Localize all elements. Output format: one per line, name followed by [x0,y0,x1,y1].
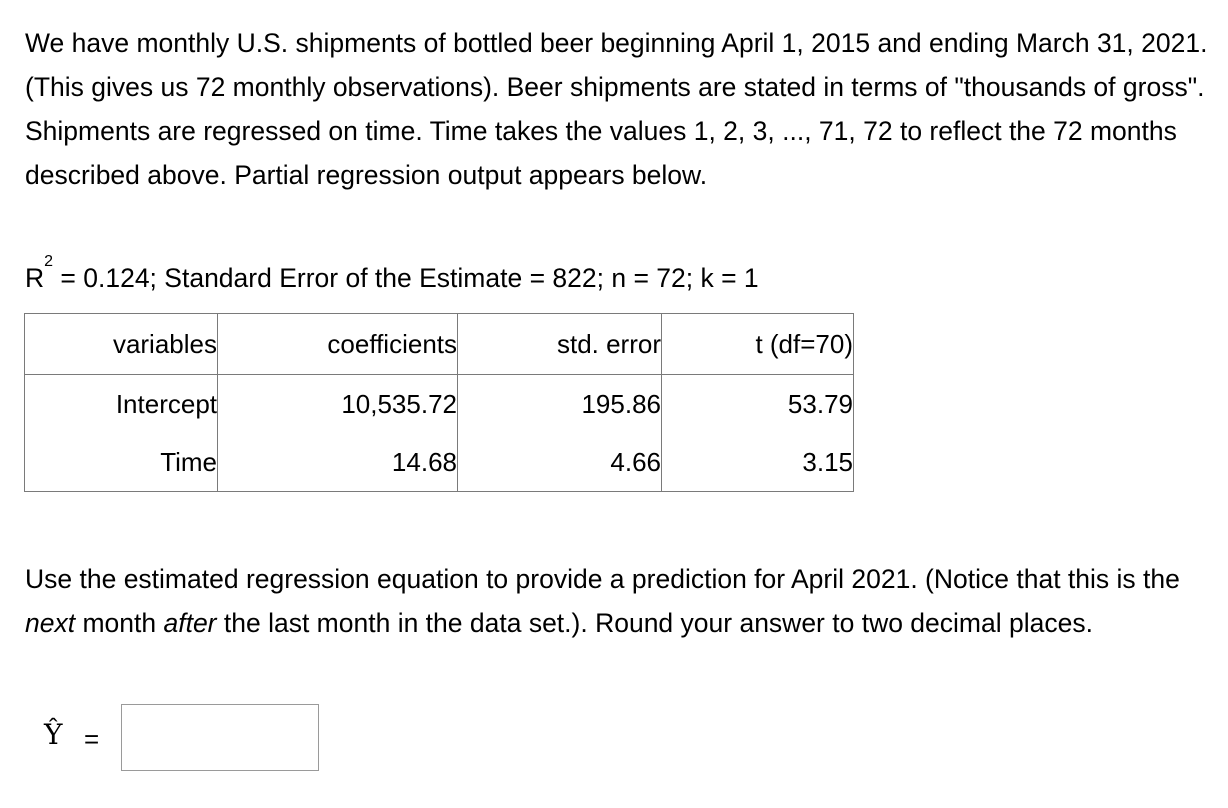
table-row [25,433,854,492]
cell-std-error: 195.86 [458,375,662,434]
question-text: Use the estimated regression equation to provide a prediction for April 2021. (Notice that this is the next month after the last month in the data set.). Round your answer to two decimal places. [25,564,1180,638]
emphasis-after: after [163,608,217,638]
r-squared-label: R [25,263,45,293]
table-header-row [25,314,854,375]
cell-std-error: 4.66 [458,433,662,492]
header-t-stat: t (df=70) [662,314,854,375]
cell-coefficient: 10,535.72 [218,375,458,434]
y-hat-label: Ŷ [44,718,63,751]
cell-t-stat: 3.15 [662,433,854,492]
cell-coefficient: 14.68 [218,433,458,492]
cell-t-stat: 53.79 [662,375,854,434]
cell-variable: Time [25,433,218,492]
regression-table [24,313,854,492]
cell-variable: Intercept [25,375,218,434]
header-std-error: std. error [458,314,662,375]
answer-input[interactable] [121,704,319,771]
equals-sign: = [84,724,100,754]
header-variables: variables [25,314,218,375]
summary-values: = 0.124; Standard Error of the Estimate = 822; n = 72; k = 1 [53,263,759,293]
header-coefficients: coefficients [218,314,458,375]
r-squared-exponent: 2 [44,253,54,270]
regression-summary [25,253,1215,300]
table-row [25,375,854,434]
emphasis-next: next [25,608,76,638]
problem-intro: We have monthly U.S. shipments of bottled beer beginning April 1, 2015 and ending March 31, 2021. (This gives us 72 monthly observations). Beer shipments are stated in terms of "thousands of gross". Shipments are regressed on time. Time takes the values 1, 2, 3, ..., 71, 72 to reflect the 72 months described above. Partial regression output appears below. [25,28,1208,190]
